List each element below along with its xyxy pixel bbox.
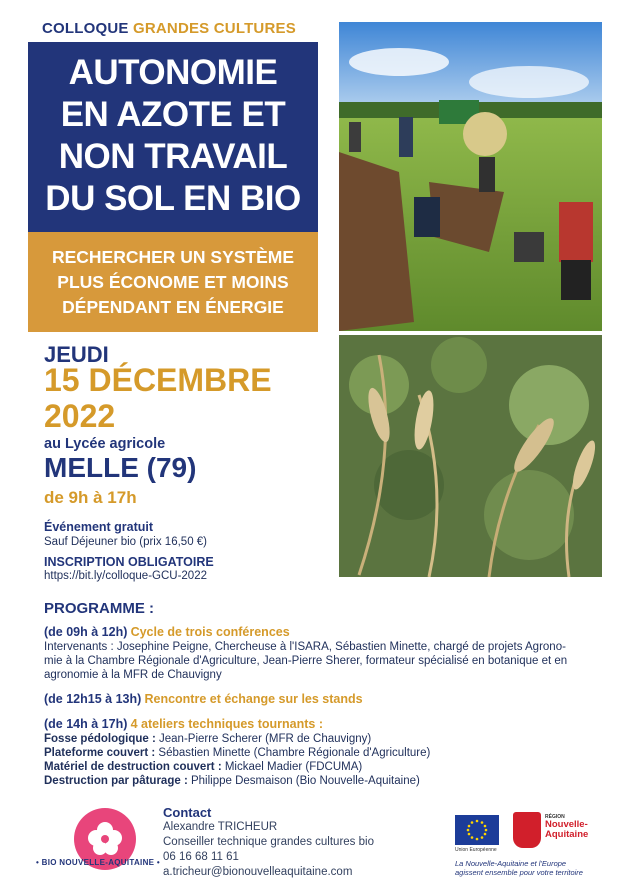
session-time: (de 14h à 17h): [44, 717, 128, 731]
title-line: EN AZOTE ET: [60, 95, 286, 134]
session-time: (de 12h15 à 13h): [44, 692, 142, 706]
contact-block: [163, 805, 374, 880]
workshop-item: [44, 774, 604, 788]
session-header: [44, 625, 604, 640]
registration-label: INSCRIPTION OBLIGATOIRE: [44, 555, 214, 569]
event-hours: de 9h à 17h: [44, 488, 137, 507]
event-date: [44, 362, 272, 434]
region-name-line: Nouvelle-: [545, 819, 588, 830]
wheat-photo: [339, 335, 602, 577]
workshop-item: [44, 732, 604, 746]
session-line: mie à la Chambre Régionale d'Agriculture, Jean-Pierre Sherer, formateur spécialisé en botanique et en: [44, 655, 568, 667]
title-line: DU SOL EN BIO: [45, 179, 301, 218]
subtitle-line: DÉPENDANT EN ÉNERGIE: [62, 297, 284, 317]
programme-session-2: [44, 692, 604, 707]
programme-heading: PROGRAMME :: [44, 600, 154, 617]
free-event: Événement gratuit: [44, 520, 154, 534]
subtitle-line: PLUS ÉCONOME ET MOINS: [57, 272, 289, 292]
session-header: [44, 717, 604, 732]
venue-label: au Lycée agricole: [44, 436, 166, 452]
eu-label: Union Européenne: [455, 847, 497, 853]
workshop-text: Mickael Madier (FDCUMA): [221, 761, 363, 773]
logo-text: • BIO NOUVELLE-AQUITAINE •: [36, 858, 160, 867]
workshop-item: [44, 746, 604, 760]
title-line: AUTONOMIE: [68, 53, 278, 92]
eu-flag-icon: [455, 815, 499, 845]
category-part1: COLLOQUE: [42, 20, 129, 37]
session-title: 4 ateliers techniques tournants :: [130, 717, 323, 731]
programme-session-3: [44, 717, 604, 788]
contact-phone: 06 16 68 11 61: [163, 851, 239, 863]
venue-city: MELLE (79): [44, 452, 197, 483]
subtitle: [28, 232, 318, 332]
event-date-day: 15 DÉCEMBRE: [44, 362, 272, 398]
tagline-line: agissent ensemble pour votre territoire: [455, 868, 583, 877]
event-year: 2022: [44, 398, 116, 434]
main-title: [28, 42, 318, 232]
subtitle-line: RECHERCHER UN SYSTÈME: [51, 247, 295, 267]
workshop-label: Plateforme couvert :: [44, 747, 156, 759]
contact-role: Conseiller technique grandes cultures bio: [163, 836, 374, 848]
programme-session-1: [44, 625, 604, 682]
contact-email[interactable]: a.tricheur@bionouvelleaquitaine.com: [163, 866, 353, 878]
title-line: NON TRAVAIL: [58, 137, 288, 176]
session-title: Cycle de trois conférences: [130, 625, 290, 639]
event-category: [42, 20, 296, 37]
session-line: agronomie à la MFR de Chauvigny: [44, 669, 222, 681]
lunch-note: Sauf Déjeuner bio (prix 16,50 €): [44, 536, 208, 548]
category-part2: GRANDES CULTURES: [132, 20, 296, 37]
registration-link[interactable]: https://bit.ly/colloque-GCU-2022: [44, 570, 207, 582]
field-photo: [339, 22, 602, 331]
workshop-item: [44, 760, 604, 774]
workshop-text: Jean-Pierre Scherer (MFR de Chauvigny): [155, 733, 372, 745]
contact-heading: Contact: [163, 805, 212, 820]
session-time: (de 09h à 12h): [44, 625, 128, 639]
region-small: RÉGION: [545, 814, 565, 820]
region-lion-icon: [513, 812, 541, 848]
workshop-text: Philippe Desmaison (Bio Nouvelle-Aquitaine): [187, 775, 420, 787]
workshop-label: Fosse pédologique :: [44, 733, 156, 745]
workshop-label: Destruction par pâturage :: [44, 775, 188, 787]
region-name: [545, 814, 588, 840]
session-line: Intervenants : Josephine Peigne, Chercheuse à l'ISARA, Sébastien Minette, chargé de projets Agrono-: [44, 641, 566, 653]
region-name-line: Aquitaine: [545, 829, 589, 840]
workshop-label: Matériel de destruction couvert :: [44, 761, 222, 773]
event-day: JEUDI: [44, 342, 109, 367]
tagline-line: La Nouvelle-Aquitaine et l'Europe: [455, 859, 567, 868]
contact-name: Alexandre TRICHEUR: [163, 821, 278, 833]
workshop-text: Sébastien Minette (Chambre Régionale d'Agriculture): [155, 747, 431, 759]
session-title: Rencontre et échange sur les stands: [144, 692, 363, 706]
partner-tagline: [455, 859, 583, 877]
